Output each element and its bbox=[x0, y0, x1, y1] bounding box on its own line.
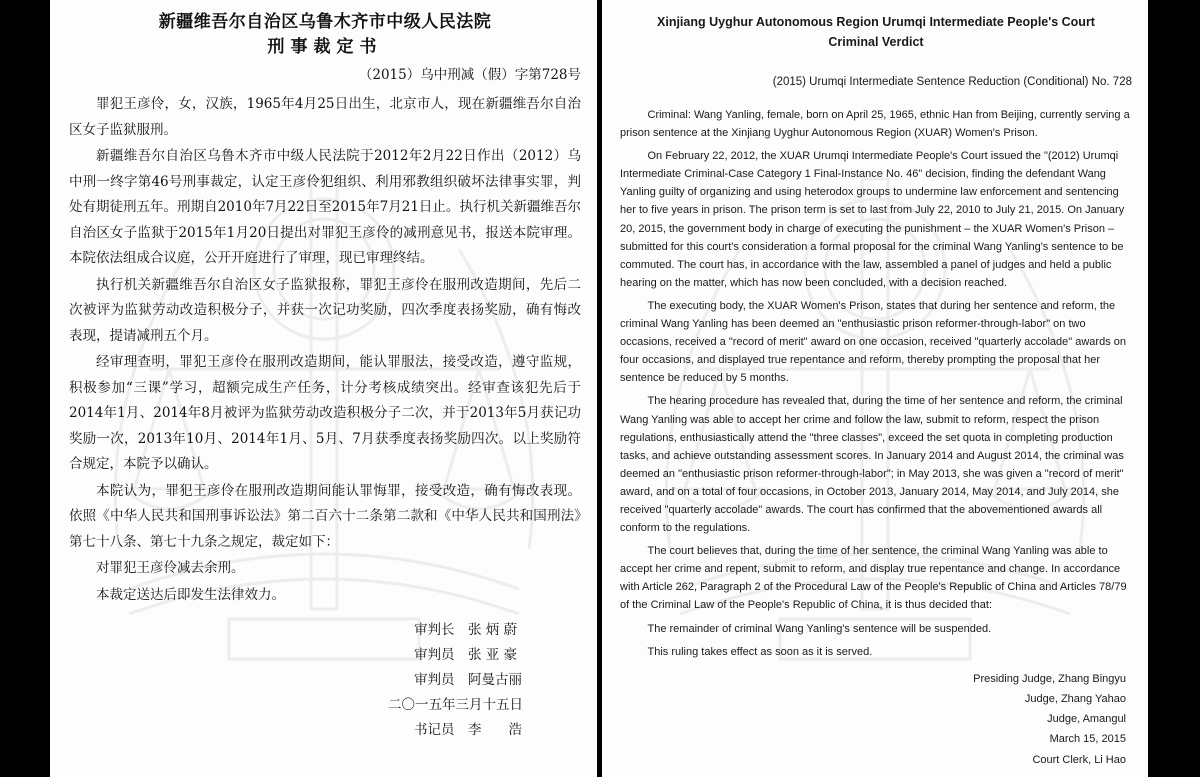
court-name: 新疆维吾尔自治区乌鲁木齐市中级人民法院 bbox=[158, 12, 492, 32]
signature-judge-1: Judge, Zhang Yahao bbox=[1024, 692, 1126, 705]
document-type: 刑事裁定书 bbox=[267, 37, 383, 57]
signature-presiding-judge: 审判长 张 炳 蔚 bbox=[414, 622, 518, 638]
signature-judge-1: 审判员 张 亚 豪 bbox=[414, 647, 518, 663]
english-document-body bbox=[620, 12, 1132, 770]
signature-date: March 15, 2015 bbox=[1049, 733, 1126, 746]
paragraph-prison-report: The executing body, the XUAR Women's Prison, states that during her sentence and reform, the criminal Wang Yanling has been deemed an "enthusiastic prison reformer-through-labor" on two occasions, received a "record of merit" award on one occasion, received "quarterly accolade" awards on four occasions, and displayed true repentance and reform, thereby prompting the proposal that her sentence be reduced by 5 months. bbox=[620, 299, 1126, 385]
signature-date: 二〇一五年三月十五日 bbox=[388, 697, 523, 713]
paragraph-findings: The hearing procedure has revealed that, during the time of her sentence and reform, the criminal Wang Yanling was able to accept her crime and follow the law, submit to reform, respect the prison regulations, enthusiastically attend the "three classes", exceed the set quota in completing production tasks, and achieve outstanding assessment scores. In January 2014 and August 2014, the criminal was deemed an "enthusiastic prison reformer-through-labor"; in May 2013, she was given a "record of merit" award, and on a total of four occasions, in October 2013, January 2014, May 2014, and July 2014, she received "quarterly accolade" awards. The court has confirmed that the abovementioned awards all conform to the regulations. bbox=[620, 395, 1124, 535]
paragraph-findings: 经审理查明，罪犯王彦伶在服刑改造期间，能认罪服法，接受改造，遵守监规，积极参加“三课”学习，超额完成生产任务，计分考核成绩突出。经审查该犯先后于2014年1月、2014年8月被评为监狱劳动改造积极分子二次，并于2013年5月获记功奖励一次，2013年10月、2014年1月、5月、7月获季度表扬奖励四次。以上奖励符合规定，本院予以确认。 bbox=[69, 354, 581, 472]
paragraph-criminal-info: Criminal: Wang Yanling, female, born on April 25, 1965, ethnic Han from Beijing, currently serving a prison sentence at the Xinjiang Uyghur Autonomous Region (XUAR) Women's Prison. bbox=[620, 109, 1130, 140]
signature-block bbox=[620, 669, 1132, 770]
paragraph-decision: 对罪犯王彦伶减去余刑。 bbox=[96, 560, 245, 576]
signature-judge-2: 审判员 阿曼古丽 bbox=[414, 672, 522, 688]
paragraph-court-opinion: 本院认为，罪犯王彦伶在服刑改造期间能认罪悔罪，接受改造，确有悔改表现。依照《中华人民共和国刑事诉讼法》第二百六十二条第二款和《中华人民共和国刑法》第七十八条、第七十九条之规定，裁定如下： bbox=[69, 482, 581, 550]
paragraph-effect: 本裁定送达后即发生法律效力。 bbox=[96, 586, 285, 603]
case-number: (2015) Urumqi Intermediate Sentence Reduction (Conditional) No. 728 bbox=[772, 76, 1132, 88]
paragraph-decision: The remainder of criminal Wang Yanling's sentence will be suspended. bbox=[647, 622, 992, 635]
paragraph-criminal-info: 罪犯王彦伶，女，汉族，1965年4月25日出生，北京市人，现在新疆维吾尔自治区女子监狱服刑。 bbox=[69, 96, 581, 138]
paragraph-court-opinion: The court believes that, during the time of her sentence, the criminal Wang Yanling was able to accept her crime and repent, submit to reform, and display true repentance and change. In accordance with Article 262, Paragraph 2 of the Procedural Law of the People's Republic of China and Articles 78/79 of the Criminal Law of the People's Republic of China, it is thus decided that: bbox=[620, 545, 1127, 612]
paragraph-original-ruling: On February 22, 2012, the XUAR Urumqi Intermediate People's Court issued the "(2012) Urumqi Intermediate Criminal-Case Category 1 Final-Instance No. 46" decision, finding the defendant Wang Yanling guilty of organizing and using heterodox groups to undermine law enforcement and sentencing her to five years in prison. The prison term is set to last from July 22, 2010 to July 21, 2015. On January 20, 2015, the government body in charge of executing the punishment – the XUAR Women's Prison – submitted for this court's consideration a formal proposal for the criminal Wang Yanling's sentence to be commuted. The court has, in accordance with the law, assembled a panel of judges and held a public hearing on the matter, which has now been concluded, with a decision reached. bbox=[620, 150, 1125, 289]
chinese-document-page bbox=[50, 0, 597, 777]
signature-presiding-judge: Presiding Judge, Zhang Bingyu bbox=[973, 672, 1126, 685]
paragraph-prison-report: 执行机关新疆维吾尔自治区女子监狱报称，罪犯王彦伶在服刑改造期间，先后二次被评为监狱劳动改造积极分子，并获一次记功奖励，四次季度表扬奖励，确有悔改表现，提请减刑五个月。 bbox=[69, 276, 581, 344]
signature-judge-2: Judge, Amangul bbox=[1047, 713, 1126, 726]
signature-block bbox=[69, 618, 581, 743]
signature-clerk: Court Clerk, Li Hao bbox=[1032, 753, 1126, 766]
signature-clerk: 书记员 李 浩 bbox=[414, 722, 522, 738]
document-type: Criminal Verdict bbox=[828, 35, 924, 49]
english-translation-page bbox=[602, 0, 1148, 777]
paragraph-effect: This ruling takes effect as soon as it is served. bbox=[647, 645, 873, 658]
case-number: （2015）乌中刑减（假）字第728号 bbox=[358, 67, 581, 83]
court-name: Xinjiang Uyghur Autonomous Region Urumqi Intermediate People's Court bbox=[657, 15, 1095, 29]
paragraph-original-ruling: 新疆维吾尔自治区乌鲁木齐市中级人民法院于2012年2月22日作出（2012）乌中刑一终字第46号刑事裁定，认定王彦伶犯组织、利用邪教组织破坏法律事实罪，判处有期徒刑五年。刑期自2010年7月22日至2015年7月21日止。执行机关新疆维吾尔自治区女子监狱于2015年1月20日提出对罪犯王彦伶的减刑意见书，报送本院审理。本院依法组成合议庭，公开开庭进行了审理，现已审理终结。 bbox=[69, 148, 581, 266]
chinese-document-body bbox=[69, 10, 581, 743]
